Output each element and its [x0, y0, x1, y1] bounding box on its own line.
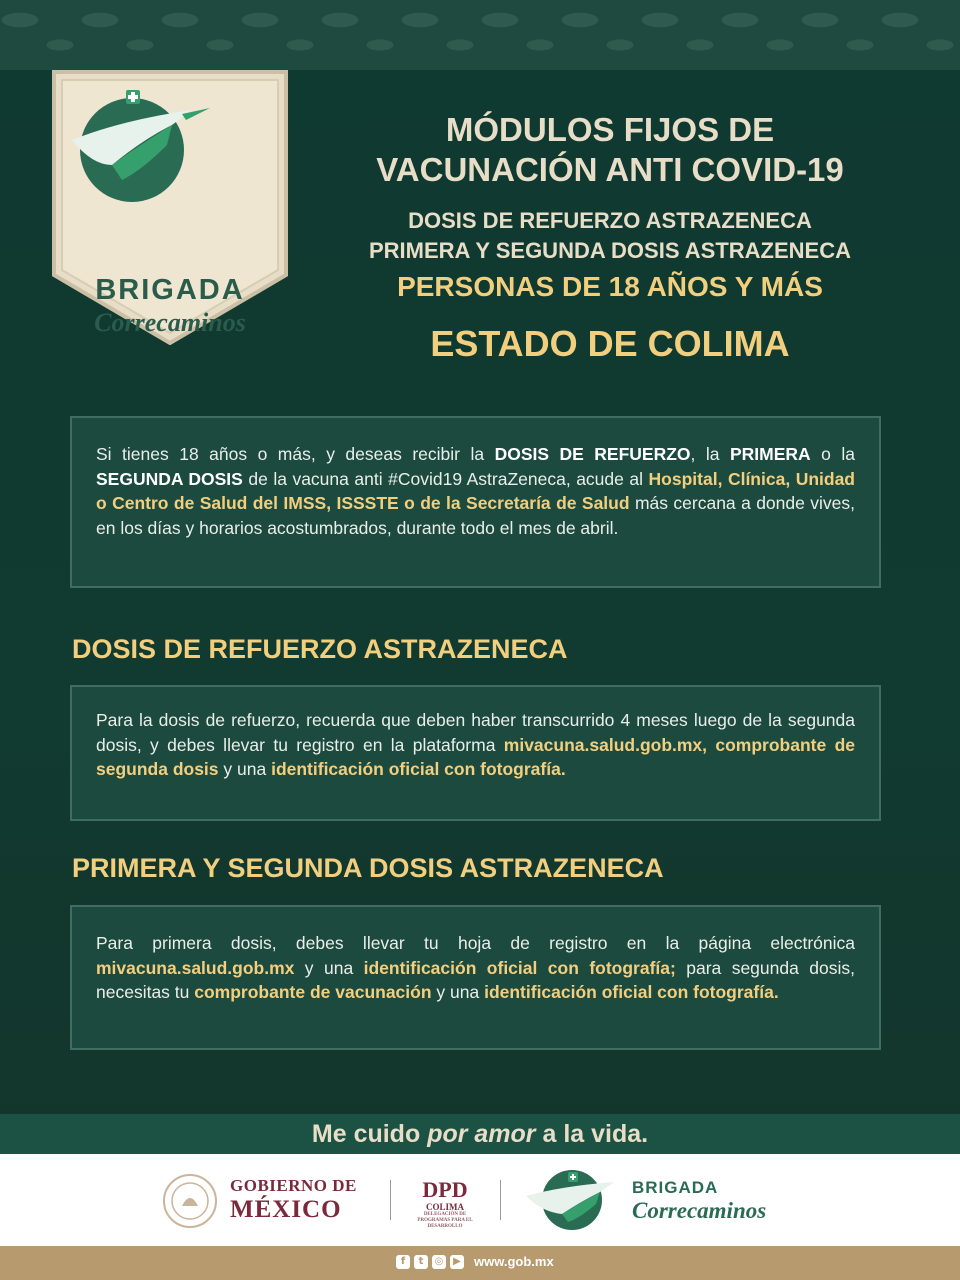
shield-correcaminos-subtitle: Correcaminos — [94, 308, 246, 337]
youtube-icon[interactable]: ▶ — [450, 1255, 464, 1269]
heading-state: ESTADO DE COLIMA — [430, 323, 790, 364]
slogan-part-1: Me cuido — [311, 1120, 428, 1148]
primera-box — [70, 905, 881, 1050]
dpd-big: DPD — [422, 1177, 468, 1202]
instagram-icon[interactable]: ◎ — [432, 1255, 446, 1269]
section-title-primera: PRIMERA Y SEGUNDA DOSIS ASTRAZENECA — [72, 853, 664, 883]
intro-text-1: Si tienes 18 años o más, y deseas recibir la — [96, 444, 495, 464]
refuerzo-box — [70, 685, 881, 821]
dpd-tiny: DELEGACIÓN DE PROGRAMAS PARA EL DESARROLLO — [417, 1212, 473, 1229]
primera-text-3: para segunda dosis, necesitas tu — [96, 957, 855, 1002]
footer-divider-1 — [390, 1180, 391, 1220]
roadrunner-logo-icon — [52, 70, 212, 230]
slogan-part-3: a la vida. — [535, 1120, 649, 1148]
footer-divider-2 — [500, 1180, 501, 1220]
slogan-part-2: por amor — [427, 1120, 536, 1148]
shield-brigada-title: BRIGADA — [95, 274, 245, 306]
brigada-shield — [52, 70, 288, 345]
refuerzo-highlight-1: mivacuna.salud.gob.mx, comprobante de segunda dosis — [96, 734, 855, 779]
social-icons — [396, 1255, 464, 1269]
primera-highlight-4: identificación oficial con fotografía. — [484, 982, 779, 1002]
refuerzo-highlight-2: identificación oficial con fotografía. — [271, 759, 566, 779]
heading-line-1: MÓDULOS FIJOS DE — [445, 111, 775, 148]
intro-text-4: de la vacuna anti #Covid19 AstraZeneca, acude al — [242, 468, 649, 489]
decorative-pattern-band — [0, 0, 960, 70]
intro-bold-segunda: SEGUNDA DOSIS — [96, 468, 243, 489]
facebook-icon[interactable]: f — [396, 1255, 410, 1269]
section-title-refuerzo: DOSIS DE REFUERZO ASTRAZENECA — [72, 634, 568, 664]
primera-text-4: y una — [431, 982, 485, 1002]
heading-line-2: VACUNACIÓN ANTI COVID-19 — [376, 151, 844, 188]
dpd-small: COLIMA — [426, 1202, 464, 1212]
poster-heading — [300, 110, 920, 366]
primera-highlight-3: comprobante de vacunación — [194, 982, 432, 1002]
dpd-colima-logo — [412, 1178, 478, 1230]
website-link[interactable]: www.gob.mx — [474, 1254, 554, 1269]
heading-sub-1: DOSIS DE REFUERZO ASTRAZENECA — [408, 208, 812, 233]
primera-text-2: y una — [294, 957, 364, 978]
primera-highlight-2: identificación oficial con fotografía; — [363, 957, 676, 978]
footer-correcaminos-text: Correcaminos — [632, 1198, 767, 1223]
refuerzo-text-2: y una — [218, 759, 272, 779]
primera-highlight-1: mivacuna.salud.gob.mx — [96, 957, 295, 978]
brigada-footer-logo-icon — [522, 1166, 622, 1234]
heading-sub-2: PRIMERA Y SEGUNDA DOSIS ASTRAZENECA — [368, 238, 852, 263]
intro-box — [70, 416, 881, 588]
gobierno-de-mexico-logo — [230, 1176, 357, 1224]
intro-highlight-locations: Hospital, Clínica, Unidad o Centro de Salud del IMSS, ISSSTE o de la Secretaría de Salud — [96, 468, 855, 513]
mexico-seal-icon — [160, 1172, 220, 1230]
gob-line-2: MÉXICO — [230, 1196, 342, 1223]
intro-text-5: más cercana a donde vives, en los días y horarios acostumbrados, durante todo el mes de abril. — [96, 493, 855, 538]
footer-logos — [0, 1154, 960, 1246]
twitter-icon[interactable]: t — [414, 1255, 428, 1269]
refuerzo-text-1: Para la dosis de refuerzo, recuerda que deben haber transcurrido 4 meses luego de la segunda dosis, y debes llevar tu registro en la plataforma — [96, 710, 855, 755]
footer-brigada-text: BRIGADA — [632, 1178, 719, 1197]
intro-text-2: , la — [690, 444, 730, 464]
heading-age: PERSONAS DE 18 AÑOS Y MÁS — [397, 271, 823, 302]
bottom-bar — [0, 1246, 960, 1280]
primera-text-1: Para primera dosis, debes llevar tu hoja de registro en la página electrónica — [96, 933, 855, 953]
gob-line-1: GOBIERNO DE — [230, 1176, 357, 1195]
intro-bold-refuerzo: DOSIS DE REFUERZO — [494, 444, 691, 464]
intro-text-3: o la — [810, 444, 855, 464]
slogan-bar — [0, 1114, 960, 1154]
intro-bold-primera: PRIMERA — [729, 444, 811, 464]
